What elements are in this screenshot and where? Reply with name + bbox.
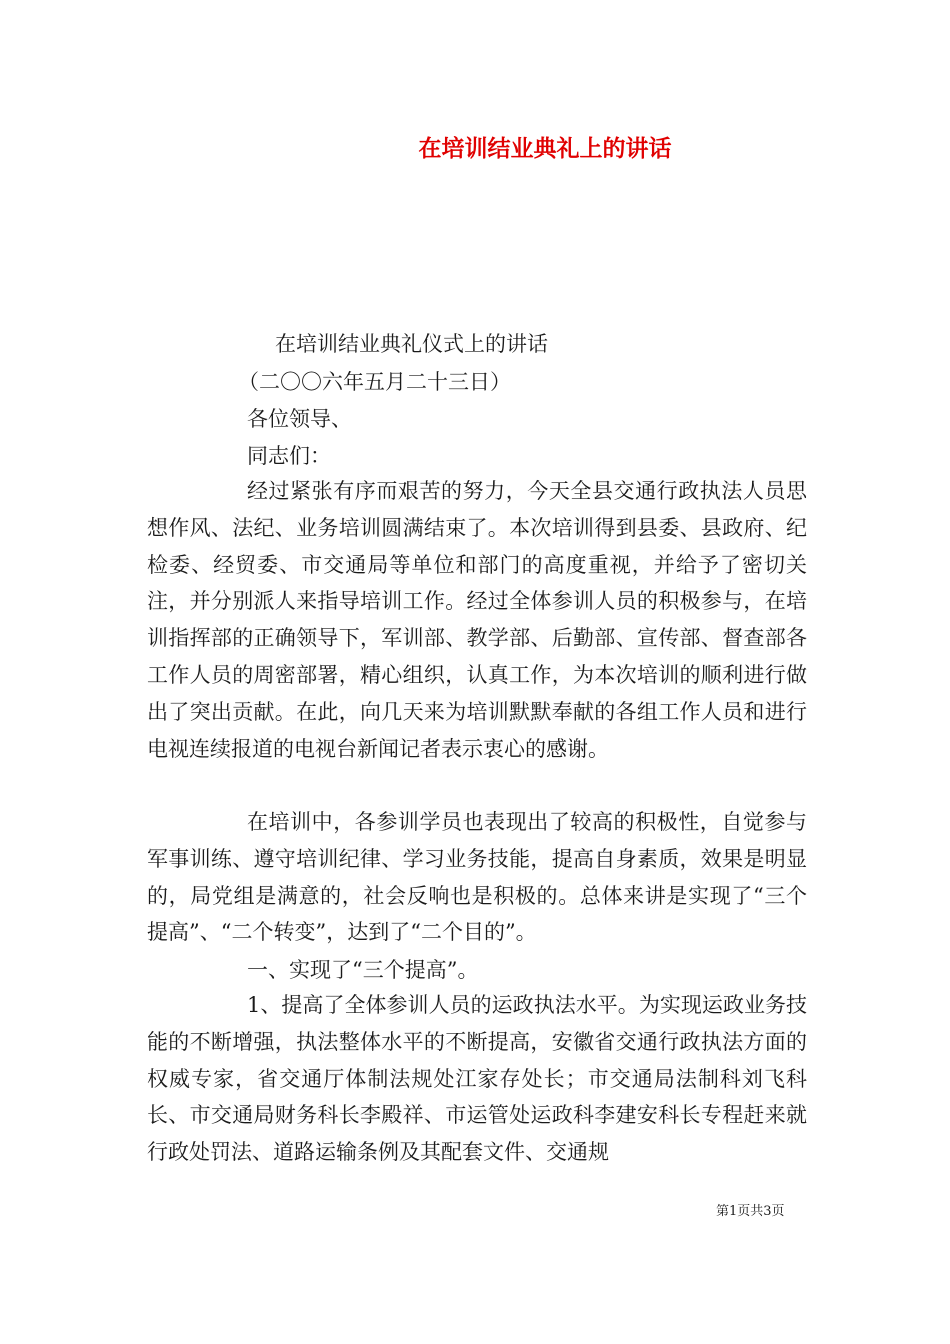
paragraph-2: 在培训中，各参训学员也表现出了较高的积极性，自觉参与军事训练、遵守培训纪律、学习业务技能，提高自身素质，效果是明显的，局党组是满意的，社会反响也是积极的。总体来讲是实现了“三个提高”、“二个转变”，达到了“二个目的”。 bbox=[147, 810, 807, 945]
paragraph-1: 经过紧张有序而艰苦的努力，今天全县交通行政执法人员思想作风、法纪、业务培训圆满结束了。本次培训得到县委、县政府、纪检委、经贸委、市交通局等单位和部门的高度重视，并给予了密切关注，并分别派人来指导培训工作。经过全体参训人员的积极参与，在培训指挥部的正确领导下，军训部、教学部、后勤部、宣传部、督查部各工作人员的周密部署，精心组织，认真工作，为本次培训的顺利进行做出了突出贡献。在此，向几天来为培训默默奉献的各组工作人员和进行电视连续报道的电视台新闻记者表示衷心的感谢。 bbox=[147, 479, 807, 761]
section-heading: 一、实现了“三个提高”。 bbox=[247, 958, 479, 982]
speech-subtitle: 在培训结业典礼仪式上的讲话 bbox=[275, 332, 548, 356]
section-paragraph: 1、提高了全体参训人员的运政执法水平。为实现运政业务技能的不断增强，执法整体水平的不断提高，安徽省交通行政执法方面的权威专家，省交通厅体制法规处江家存处长；市交通局法制科刘飞科长、市交通局财务科长李殿祥、市运管处运政科李建安科长专程赶来就行政处罚法、道路运输条例及其配套文件、交通规 bbox=[147, 993, 807, 1165]
speech-date: （二〇〇六年五月二十三日） bbox=[238, 370, 511, 394]
document-title: 在培训结业典礼上的讲话 bbox=[418, 135, 672, 162]
salutation-leaders: 各位领导、 bbox=[247, 407, 352, 431]
page-number-footer: 第1页共3页 bbox=[716, 1204, 785, 1219]
salutation-comrades: 同志们： bbox=[247, 444, 331, 468]
